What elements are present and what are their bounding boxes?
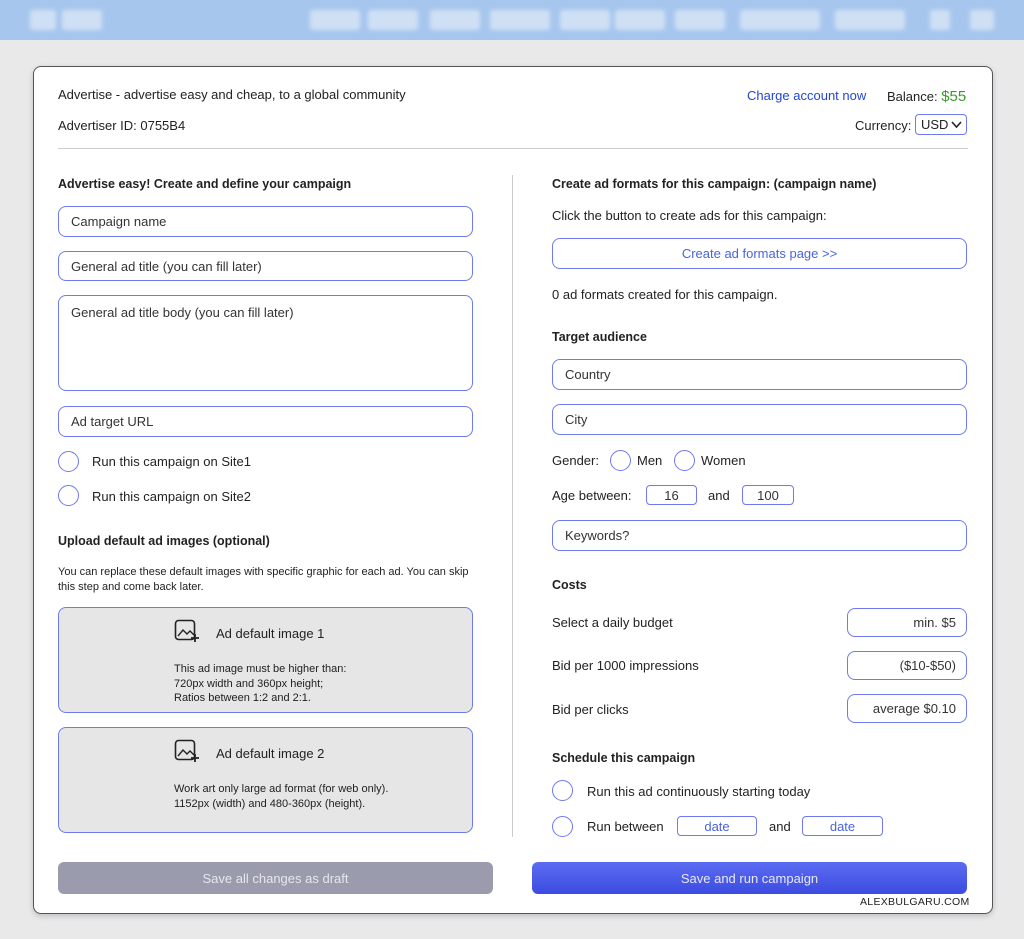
- desc-line: 1152px (width) and 480-360px (height).: [174, 797, 366, 810]
- create-ad-formats-button[interactable]: Create ad formats page >>: [552, 238, 967, 269]
- country-input[interactable]: Country: [552, 359, 967, 390]
- campaign-name-input[interactable]: Campaign name: [58, 206, 473, 237]
- city-input[interactable]: City: [552, 404, 967, 435]
- image-upload-icon: [174, 619, 200, 643]
- target-url-input[interactable]: Ad target URL: [58, 406, 473, 437]
- age-min-input[interactable]: 16: [646, 485, 697, 505]
- blurred-nav: [310, 10, 360, 30]
- currency-label: Currency:: [855, 118, 912, 133]
- blurred-logo: [30, 10, 56, 30]
- charge-account-link[interactable]: Charge account now: [747, 88, 867, 103]
- daily-budget-input[interactable]: min. $5: [847, 608, 967, 637]
- gender-women-radio[interactable]: [674, 450, 695, 471]
- balance-label-text: Balance:: [887, 89, 938, 104]
- upload-image-2-desc: [174, 782, 388, 811]
- blurred-nav: [675, 10, 725, 30]
- upload-image-2-title: Ad default image 2: [216, 746, 325, 761]
- balance-label: [887, 88, 966, 105]
- upload-image-1-desc: [174, 662, 346, 706]
- desc-line: Work art only large ad format (for web only).: [174, 783, 389, 795]
- save-and-run-button[interactable]: Save and run campaign: [532, 862, 967, 894]
- blurred-nav: [615, 10, 665, 30]
- browser-top-bar: [0, 0, 1024, 40]
- balance-value: $55: [941, 88, 967, 105]
- upload-image-2[interactable]: [58, 727, 473, 833]
- impressions-label: Bid per 1000 impressions: [552, 658, 699, 673]
- site2-label: Run this campaign on Site2: [92, 489, 251, 504]
- currency-select[interactable]: [915, 114, 967, 135]
- blurred-nav: [430, 10, 480, 30]
- age-and-label: and: [708, 488, 730, 503]
- clicks-label: Bid per clicks: [552, 702, 629, 717]
- currency-value: USD: [921, 117, 949, 132]
- blurred-text: [62, 10, 102, 30]
- desc-line: Ratios between 1:2 and 2:1.: [174, 692, 311, 704]
- advertiser-id: Advertiser ID: 0755B4: [58, 118, 186, 133]
- watermark: ALEXBULGARU.COM: [860, 896, 970, 908]
- formats-hint: Click the button to create ads for this campaign:: [552, 208, 827, 223]
- impressions-bid-input[interactable]: ($10-$50): [847, 651, 967, 680]
- blurred-nav: [740, 10, 820, 30]
- upload-image-1-title: Ad default image 1: [216, 626, 325, 641]
- audience-heading: Target audience: [552, 330, 647, 344]
- page-title: Advertise - advertise easy and cheap, to a global community: [58, 87, 406, 102]
- site1-checkbox[interactable]: [58, 451, 79, 472]
- ad-body-textarea[interactable]: General ad title body (you can fill later): [58, 295, 473, 391]
- formats-heading: Create ad formats for this campaign: (campaign name): [552, 177, 877, 191]
- ad-title-input[interactable]: General ad title (you can fill later): [58, 251, 473, 281]
- blurred-nav: [490, 10, 550, 30]
- blurred-nav: [560, 10, 610, 30]
- site1-label: Run this campaign on Site1: [92, 454, 251, 469]
- blurred-nav: [835, 10, 905, 30]
- save-draft-button[interactable]: Save all changes as draft: [58, 862, 493, 894]
- age-max-input[interactable]: 100: [742, 485, 794, 505]
- upload-image-1[interactable]: [58, 607, 473, 713]
- run-between-label: Run between: [587, 819, 664, 834]
- gender-men-radio[interactable]: [610, 450, 631, 471]
- run-continuous-checkbox[interactable]: [552, 780, 573, 801]
- formats-count: 0 ad formats created for this campaign.: [552, 287, 778, 302]
- blurred-icon: [930, 10, 950, 30]
- gender-label: Gender:: [552, 453, 599, 468]
- column-divider: [512, 175, 513, 837]
- start-date-input[interactable]: date: [677, 816, 757, 836]
- blurred-icon: [970, 10, 994, 30]
- chevron-down-icon: [951, 121, 962, 129]
- keywords-input[interactable]: Keywords?: [552, 520, 967, 551]
- run-between-checkbox[interactable]: [552, 816, 573, 837]
- upload-note: You can replace these default images with specific graphic for each ad. You can skip this step and come back later.: [58, 566, 469, 593]
- dates-and-label: and: [769, 819, 791, 834]
- blurred-nav: [368, 10, 418, 30]
- desc-line: This ad image must be higher than:: [174, 663, 347, 675]
- daily-budget-label: Select a daily budget: [552, 615, 673, 630]
- gender-women-label: Women: [701, 453, 746, 468]
- upload-heading: Upload default ad images (optional): [58, 534, 270, 548]
- gender-men-label: Men: [637, 453, 663, 468]
- end-date-input[interactable]: date: [802, 816, 883, 836]
- campaign-heading: Advertise easy! Create and define your campaign: [58, 177, 352, 191]
- age-label: Age between:: [552, 488, 632, 503]
- clicks-bid-input[interactable]: average $0.10: [847, 694, 967, 723]
- campaign-card: [33, 66, 993, 914]
- costs-heading: Costs: [552, 578, 587, 592]
- schedule-heading: Schedule this campaign: [552, 751, 696, 765]
- desc-line: 720px width and 360px height;: [174, 677, 324, 690]
- header-divider: [58, 148, 968, 149]
- site2-checkbox[interactable]: [58, 485, 79, 506]
- image-upload-icon: [174, 739, 200, 763]
- run-continuous-label: Run this ad continuously starting today: [587, 784, 811, 799]
